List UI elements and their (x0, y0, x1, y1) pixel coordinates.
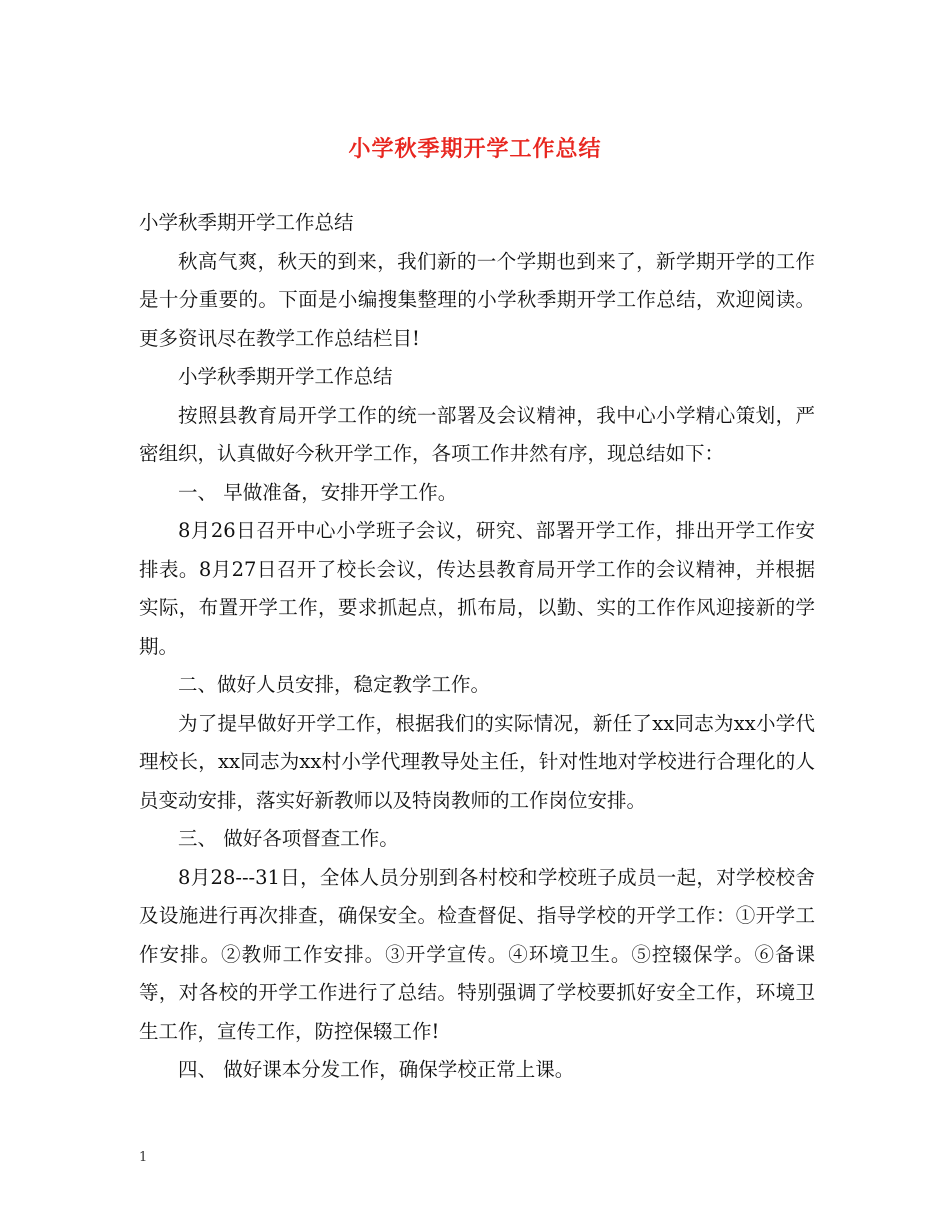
paragraph: 8月28---31日，全体人员分别到各村校和学校班子成员一起，对学校校舍及设施进行再次排查，确保安全。检查督促、指导学校的开学工作：①开学工作安排。②教师工作安排。③开学宣传。④环境卫生。⑤控辍保学。⑥备课等，对各校的开学工作进行了总结。特别强调了学校要抓好安全工作，环境卫生工作，宣传工作，防控保辍工作! (139, 865, 815, 1043)
section-heading: 一、 早做准备，安排开学工作。 (178, 480, 458, 504)
section-heading: 二、做好人员安排，稳定教学工作。 (178, 673, 491, 696)
document-body (139, 204, 815, 1090)
paragraph: 秋高气爽，秋天的到来，我们新的一个学期也到来了，新学期开学的工作是十分重要的。下面是小编搜集整理的小学秋季期开学工作总结，欢迎阅读。更多资讯尽在教学工作总结栏目! (139, 249, 815, 350)
section-heading: 四、 做好课本分发工作，确保学校正常上课。 (178, 1058, 575, 1081)
paragraph: 小学秋季期开学工作总结 (139, 211, 354, 234)
paragraph: 小学秋季期开学工作总结 (178, 365, 393, 388)
paragraph: 按照县教育局开学工作的统一部署及会议精神，我中心小学精心策划，严密组织，认真做好今秋开学工作，各项工作井然有序，现总结如下： (139, 403, 815, 465)
paragraph: 8月26日召开中心小学班子会议，研究、部署开学工作，排出开学工作安排表。8月27日召开了校长会议，传达县教育局开学工作的会议精神，并根据实际，布置开学工作，要求抓起点，抓布局，以勤、实的工作作风迎接新的学期。 (139, 519, 815, 658)
page-number: 1 (139, 1150, 148, 1165)
document-title: 小学秋季期开学工作总结 (348, 137, 602, 162)
paragraph: 为了提早做好开学工作，根据我们的实际情况，新任了xx同志为xx小学代理校长，xx同志为xx村小学代理教导处主任，针对性地对学校进行合理化的人员变动安排，落实好新教师以及特岗教师的工作岗位安排。 (139, 711, 815, 812)
section-heading: 三、 做好各项督查工作。 (178, 827, 399, 850)
